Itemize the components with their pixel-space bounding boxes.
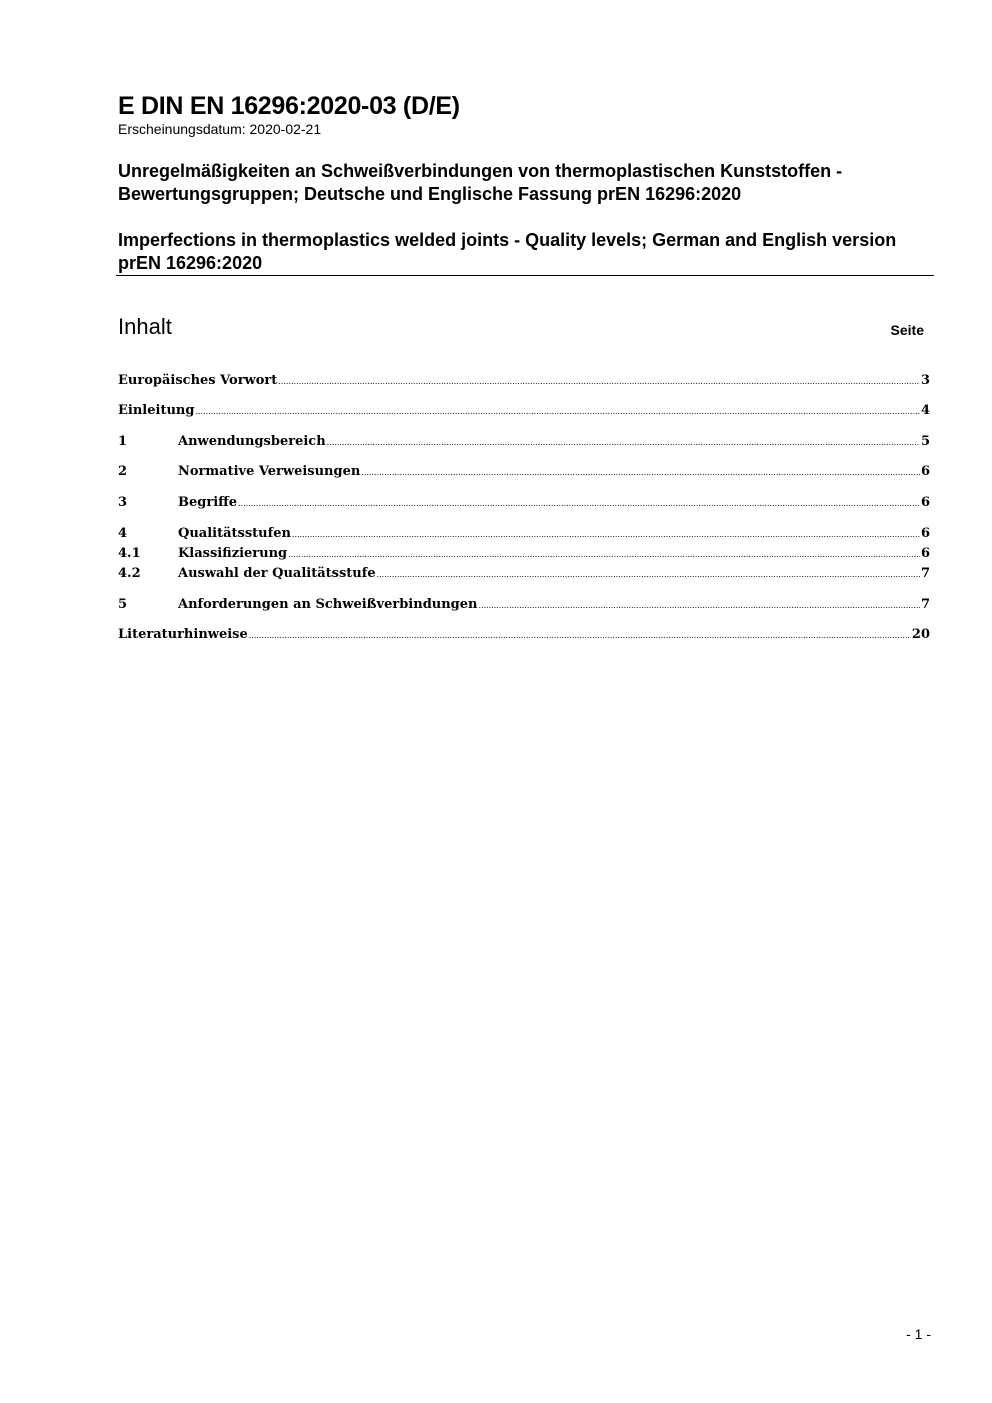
toc-leader-dots (377, 566, 920, 584)
toc-entry-2[interactable] (118, 463, 930, 481)
toc-entry-4-1[interactable] (118, 545, 930, 563)
toc-page-column-label: Seite (890, 322, 924, 338)
toc-entry-title: Anforderungen an Schweißverbindungen (178, 597, 478, 612)
toc-entry-title: Begriffe (178, 495, 238, 510)
toc-entry-3[interactable] (118, 494, 930, 512)
toc-leader-dots (327, 434, 920, 452)
toc-heading: Inhalt (118, 314, 172, 339)
toc-entry-number: 4 (118, 526, 128, 541)
toc-entry-number: 3 (118, 495, 128, 510)
toc-entry-page: 20 (911, 627, 930, 642)
toc-entry-title: Klassifizierung (178, 546, 288, 561)
toc-entry-page: 6 (920, 495, 930, 510)
toc-entry-page: 6 (920, 526, 930, 541)
toc-leader-dots (288, 546, 920, 564)
toc-entry-title: Normative Verweisungen (178, 464, 361, 479)
toc-entry-page: 5 (920, 434, 930, 449)
toc-entry-5[interactable] (118, 596, 930, 614)
toc-entry-number: 1 (118, 434, 128, 449)
toc-entry-page: 6 (920, 464, 930, 479)
toc-leader-dots (249, 627, 911, 645)
toc-entry-title: Auswahl der Qualitätsstufe (178, 566, 376, 581)
toc-entry-4-2[interactable] (118, 565, 930, 583)
toc-leader-dots (361, 464, 920, 482)
toc-leader-dots (278, 373, 920, 391)
toc-entry-einleitung[interactable] (118, 402, 930, 420)
toc-leader-dots (195, 403, 920, 421)
title-english: Imperfections in thermoplastics welded joints - Quality levels; German and English version prEN 16296:2020 (118, 230, 897, 273)
toc-entry-title: Europäisches Vorwort (118, 373, 278, 388)
toc-entry-1[interactable] (118, 433, 930, 451)
toc-entry-page: 7 (920, 566, 930, 581)
toc-entry-vorwort[interactable] (118, 372, 930, 390)
toc-leader-dots (292, 526, 920, 544)
toc-leader-dots (238, 495, 920, 513)
toc-entry-number: 2 (118, 464, 128, 479)
toc-entry-page: 6 (920, 546, 930, 561)
publication-date: Erscheinungsdatum: 2020-02-21 (118, 121, 322, 137)
toc-entry-page: 3 (920, 373, 930, 388)
toc-entry-title: Qualitätsstufen (178, 526, 291, 541)
title-german: Unregelmäßigkeiten an Schweißverbindungen von thermoplastischen Kunststoffen - Bewertungsgruppen; Deutsche und Englische Fassung prEN 16296:2020 (118, 161, 843, 204)
header-divider (116, 275, 934, 276)
toc-entry-page: 7 (920, 597, 930, 612)
toc-entry-number: 4.2 (118, 566, 141, 581)
toc-entry-title: Literaturhinweise (118, 627, 248, 642)
toc-entry-4[interactable] (118, 525, 930, 543)
toc-entry-page: 4 (920, 403, 930, 418)
page-number: - 1 - (906, 1326, 931, 1342)
toc-entry-title: Anwendungsbereich (178, 434, 326, 449)
toc-entry-number: 5 (118, 597, 128, 612)
toc-entry-literatur[interactable] (118, 626, 930, 644)
toc-entry-number: 4.1 (118, 546, 141, 561)
document-id: E DIN EN 16296:2020-03 (D/E) (118, 92, 460, 120)
toc-entry-title: Einleitung (118, 403, 195, 418)
toc-leader-dots (479, 597, 920, 615)
